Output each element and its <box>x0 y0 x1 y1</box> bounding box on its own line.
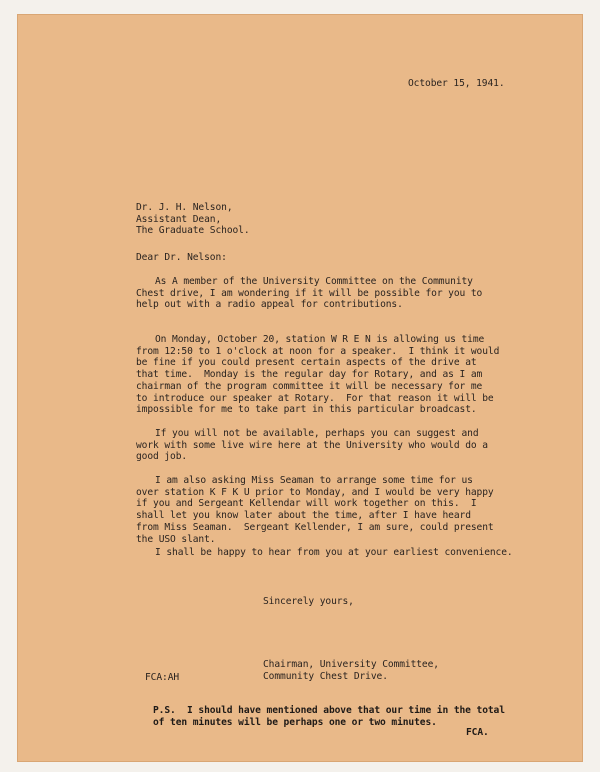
paragraph-line: As A member of the University Committee on the Community <box>155 276 473 287</box>
postscript-line-1: P.S. I should have mentioned above that our time in the total <box>153 705 505 716</box>
signature-block <box>263 659 439 682</box>
recipient-title: Assistant Dean, <box>136 213 222 225</box>
paragraph-3 <box>136 428 488 463</box>
paragraph-4 <box>136 475 494 545</box>
recipient-name: Dr. J. H. Nelson, <box>136 202 233 213</box>
paragraph-line: the USO slant. <box>136 533 216 545</box>
salutation: Dear Dr. Nelson: <box>136 252 227 263</box>
paragraph-line: I am also asking Miss Seaman to arrange some time for us <box>155 475 473 486</box>
paragraph-2 <box>136 334 499 416</box>
postscript <box>153 705 505 728</box>
paragraph-line: good job. <box>136 451 188 463</box>
paragraph-line: help out with a radio appeal for contributions. <box>136 299 403 311</box>
paragraph-line: impossible for me to take part in this particular broadcast. <box>136 404 477 416</box>
letter-date: October 15, 1941. <box>408 78 505 89</box>
paragraph-line: to introduce our speaker at Rotary. For that reason it will be <box>136 392 494 404</box>
postscript-initials: FCA. <box>466 727 489 738</box>
paragraph-line: If you will not be available, perhaps you can suggest and <box>155 428 479 439</box>
paragraph-line: that time. Monday is the regular day for Rotary, and as I am <box>136 369 483 381</box>
reference-initials: FCA:AH <box>145 672 180 683</box>
paragraph-line: shall let you know later about the time, after I have heard <box>136 510 471 522</box>
paragraph-line: over station K F K U prior to Monday, and I would be very happy <box>136 486 494 498</box>
paragraph-line: I shall be happy to hear from you at your earliest convenience. <box>155 547 513 558</box>
paragraph-1 <box>136 276 482 311</box>
paragraph-line: be fine if you could present certain aspects of the drive at <box>136 357 477 369</box>
paragraph-line: from Miss Seaman. Sergeant Kellender, I am sure, could present <box>136 521 494 533</box>
paragraph-line: work with some live wire here at the University who would do a <box>136 439 488 451</box>
signature-line-2: Community Chest Drive. <box>263 670 388 682</box>
paragraph-line: chairman of the program committee it will be necessary for me <box>136 380 483 392</box>
paragraph-5 <box>136 547 513 559</box>
paragraph-line: On Monday, October 20, station W R E N is allowing us time <box>155 334 485 345</box>
recipient-address <box>136 202 250 237</box>
paragraph-line: if you and Sergeant Kellendar will work together on this. I <box>136 498 477 510</box>
paragraph-line: from 12:50 to 1 o'clock at noon for a speaker. I think it would <box>136 345 500 357</box>
recipient-department: The Graduate School. <box>136 225 250 237</box>
paragraph-line: Chest drive, I am wondering if it will be possible for you to <box>136 287 483 299</box>
signature-line-1: Chairman, University Committee, <box>263 659 439 670</box>
closing: Sincerely yours, <box>263 596 354 607</box>
postscript-line-2: of ten minutes will be perhaps one or two minutes. <box>153 716 437 728</box>
